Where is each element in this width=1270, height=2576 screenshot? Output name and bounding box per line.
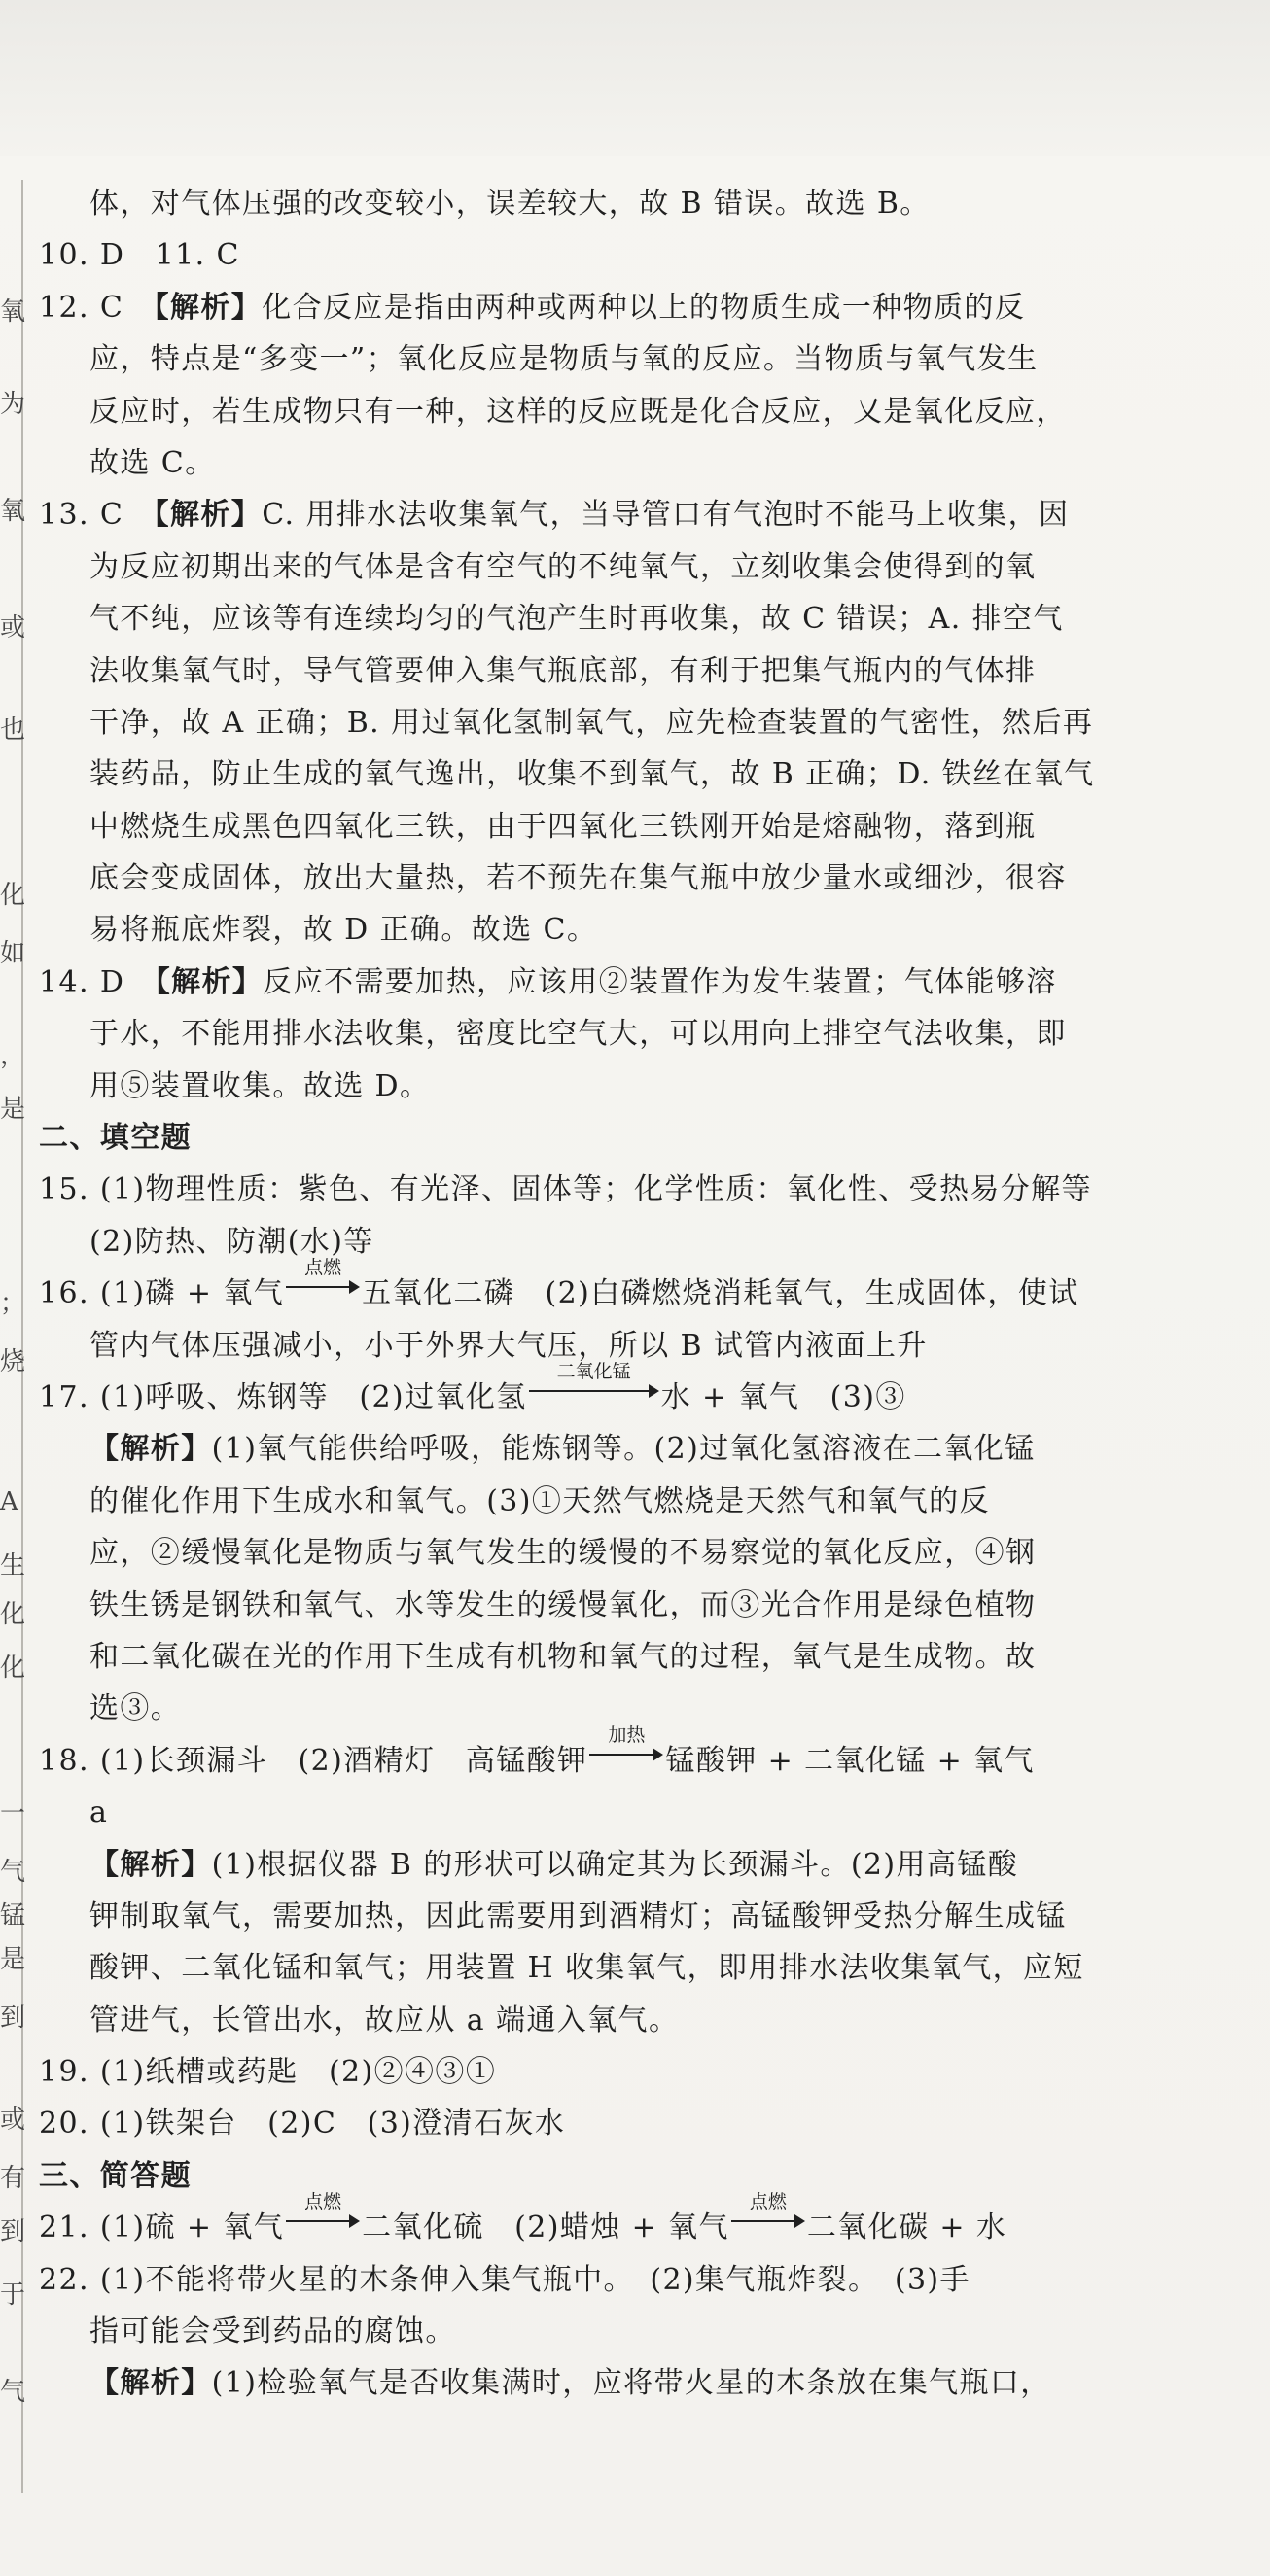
- answer-20: 20. (1)铁架台 (2)C (3)澄清石灰水: [39, 2106, 566, 2141]
- text-line: 故选 C。: [89, 445, 216, 480]
- text-line: (2)防热、防潮(水)等: [89, 1224, 374, 1259]
- left-margin-fragments: [0, 0, 26, 2576]
- text-line: 管内气体压强减小，小于外界大气压，所以 B 试管内液面上升: [89, 1328, 928, 1363]
- text-line: 的催化作用下生成水和氧气。(3)①天然气燃烧是天然气和氧气的反: [89, 1483, 990, 1518]
- text-line: 和二氧化碳在光的作用下生成有机物和氧气的过程，氧气是生成物。故: [89, 1639, 1037, 1674]
- margin-char: 也: [0, 715, 26, 745]
- text-line: 应，②缓慢氧化是物质与氧气发生的缓慢的不易察觉的氧化反应，④钢: [89, 1536, 1037, 1571]
- margin-char: 锰: [0, 1901, 26, 1931]
- section-heading-fill-in: 二、填空题: [39, 1121, 192, 1156]
- text-line: 中燃烧生成黑色四氧化三铁，由于四氧化三铁刚开始是熔融物，落到瓶: [89, 809, 1037, 844]
- margin-char: 有: [0, 2164, 26, 2193]
- text-line: 管进气，长管出水，故应从 a 端通入氧气。: [89, 2002, 680, 2037]
- text-line: 易将瓶底炸裂，故 D 正确。故选 C。: [89, 913, 598, 948]
- margin-char: 烧: [0, 1347, 26, 1376]
- margin-char: 化: [0, 1600, 26, 1629]
- analysis-line: 【解析】(1)根据仪器 B 的形状可以确定其为长颈漏斗。(2)用高锰酸: [89, 1847, 1019, 1882]
- text-line: 钾制取氧气，需要加热，因此需要用到酒精灯；高锰酸钾受热分解生成锰: [89, 1898, 1067, 1933]
- text-line: 酸钾、二氧化锰和氧气；用装置 H 收集氧气，即用排水法收集氧气，应短: [89, 1951, 1084, 1986]
- text-line: 装药品，防止生成的氧气逸出，收集不到氧气，故 B 正确；D. 铁丝在氧气: [89, 757, 1095, 792]
- margin-char: 生: [0, 1551, 26, 1581]
- reaction-arrow: 点燃: [284, 2208, 362, 2237]
- analysis-line: 【解析】(1)检验氧气是否收集满时，应将带火星的木条放在集气瓶口，: [89, 2366, 1051, 2401]
- answer-15: 15. (1)物理性质：紫色、有光泽、固体等；化学性质：氧化性、受热易分解等: [39, 1172, 1092, 1207]
- margin-char: 是: [0, 1945, 26, 1974]
- text-line: 底会变成固体，放出大量热，若不预先在集气瓶中放少量水或细沙，很容: [89, 861, 1067, 896]
- text-line: 指可能会受到药品的腐蚀。: [89, 2315, 456, 2350]
- section-heading-short-answer: 三、简答题: [39, 2158, 192, 2193]
- margin-char: A: [0, 1487, 18, 1516]
- text-line: 铁生锈是钢铁和氧气、水等发生的缓慢氧化，而③光合作用是绿色植物: [89, 1587, 1037, 1622]
- margin-char: 氧: [0, 297, 26, 327]
- answer-22: 22. (1)不能将带火星的木条伸入集气瓶中。 (2)集气瓶炸裂。 (3)手: [39, 2262, 970, 2297]
- text-line: 用⑤装置收集。故选 D。: [89, 1068, 431, 1103]
- text-line: 法收集氧气时，导气管要伸入集气瓶底部，有利于把集气瓶内的气体排: [89, 653, 1037, 688]
- margin-char: ；: [0, 1289, 26, 1318]
- margin-char: 气: [0, 2378, 26, 2407]
- analysis-tag: 【解析】: [89, 1432, 212, 1467]
- answer-17: 17. (1)呼吸、炼钢等 (2)过氧化氢 二氧化锰 水 + 氧气 (3)③: [39, 1360, 906, 1414]
- margin-char: 一: [0, 1799, 26, 1828]
- margin-char: 化: [0, 1654, 26, 1683]
- answer-18: 18. (1)长颈漏斗 (2)酒精灯 高锰酸钾 加热 锰酸钾 + 二氧化锰 + 氧气: [39, 1723, 1035, 1778]
- margin-char: 于: [0, 2280, 26, 2310]
- reaction-arrow: 加热: [587, 1741, 665, 1770]
- answer-16: 16. (1)磷 + 氧气 点燃 五氧化二磷 (2)白磷燃烧消耗氧气，生成固体，使试: [39, 1257, 1079, 1311]
- answer-21: 21. (1)硫 + 氧气 点燃 二氧化硫 (2)蜡烛 + 氧气 点燃 二氧化碳 + 水: [39, 2191, 1007, 2245]
- analysis-tag: 【解析】: [154, 290, 263, 325]
- text-line: 为反应初期出来的气体是含有空气的不纯氧气，立刻收集会使得到的氧: [89, 549, 1037, 584]
- margin-char: 或: [0, 2106, 26, 2135]
- binding-rule: [21, 180, 23, 2493]
- margin-char: 氧: [0, 497, 26, 526]
- text-line: 体，对气体压强的改变较小，误差较大，故 B 错误。故选 B。: [89, 187, 931, 221]
- margin-char: 化: [0, 881, 26, 910]
- analysis-tag: 【解析】: [155, 964, 264, 999]
- text-line: 于水，不能用排水法收集，密度比空气大，可以用向上排空气法收集，即: [89, 1017, 1067, 1052]
- reaction-arrow: 点燃: [729, 2208, 807, 2237]
- margin-char: 到: [0, 2217, 26, 2246]
- margin-char: ，: [0, 1041, 26, 1070]
- text-line: 应，特点是“多变一”；氧化反应是物质与氧的反应。当物质与氧气发生: [89, 342, 1039, 377]
- answer-14: 14. D 【解析】反应不需要加热，应该用②装置作为发生装置；气体能够溶: [39, 964, 1057, 999]
- analysis-tag: 【解析】: [89, 1847, 212, 1882]
- analysis-tag: 【解析】: [154, 498, 263, 533]
- text-line: a: [89, 1795, 109, 1830]
- top-shadow: [0, 0, 1270, 156]
- text-line: 干净，故 A 正确；B. 用过氧化氢制氧气，应先检查装置的气密性，然后再: [89, 705, 1094, 740]
- margin-char: 或: [0, 613, 26, 643]
- text-line: 反应时，若生成物只有一种，这样的反应既是化合反应，又是氧化反应，: [89, 394, 1067, 429]
- answer-13: 13. C 【解析】C. 用排水法收集氧气，当导管口有气泡时不能马上收集，因: [39, 498, 1070, 533]
- answer-12: 12. C 【解析】化合反应是指由两种或两种以上的物质生成一种物质的反: [39, 290, 1026, 325]
- margin-char: 气: [0, 1858, 26, 1887]
- reaction-arrow: 二氧化锰: [527, 1377, 661, 1407]
- margin-char: 为: [0, 390, 26, 419]
- text-line: 气不纯，应该等有连续均匀的气泡产生时再收集，故 C 错误；A. 排空气: [89, 602, 1064, 637]
- answer-19: 19. (1)纸槽或药匙 (2)②④③①: [39, 2055, 497, 2090]
- analysis-line: 【解析】(1)氧气能供给呼吸，能炼钢等。(2)过氧化氢溶液在二氧化锰: [89, 1432, 1036, 1467]
- margin-char: 是: [0, 1095, 26, 1124]
- answer-10-11: 10. D 11. C: [39, 238, 240, 273]
- margin-char: 到: [0, 2003, 26, 2033]
- reaction-arrow: 点燃: [284, 1273, 362, 1303]
- text-line: 选③。: [89, 1691, 182, 1726]
- margin-char: 如: [0, 939, 26, 968]
- answer-text: [39, 178, 1099, 2410]
- analysis-tag: 【解析】: [89, 2366, 212, 2401]
